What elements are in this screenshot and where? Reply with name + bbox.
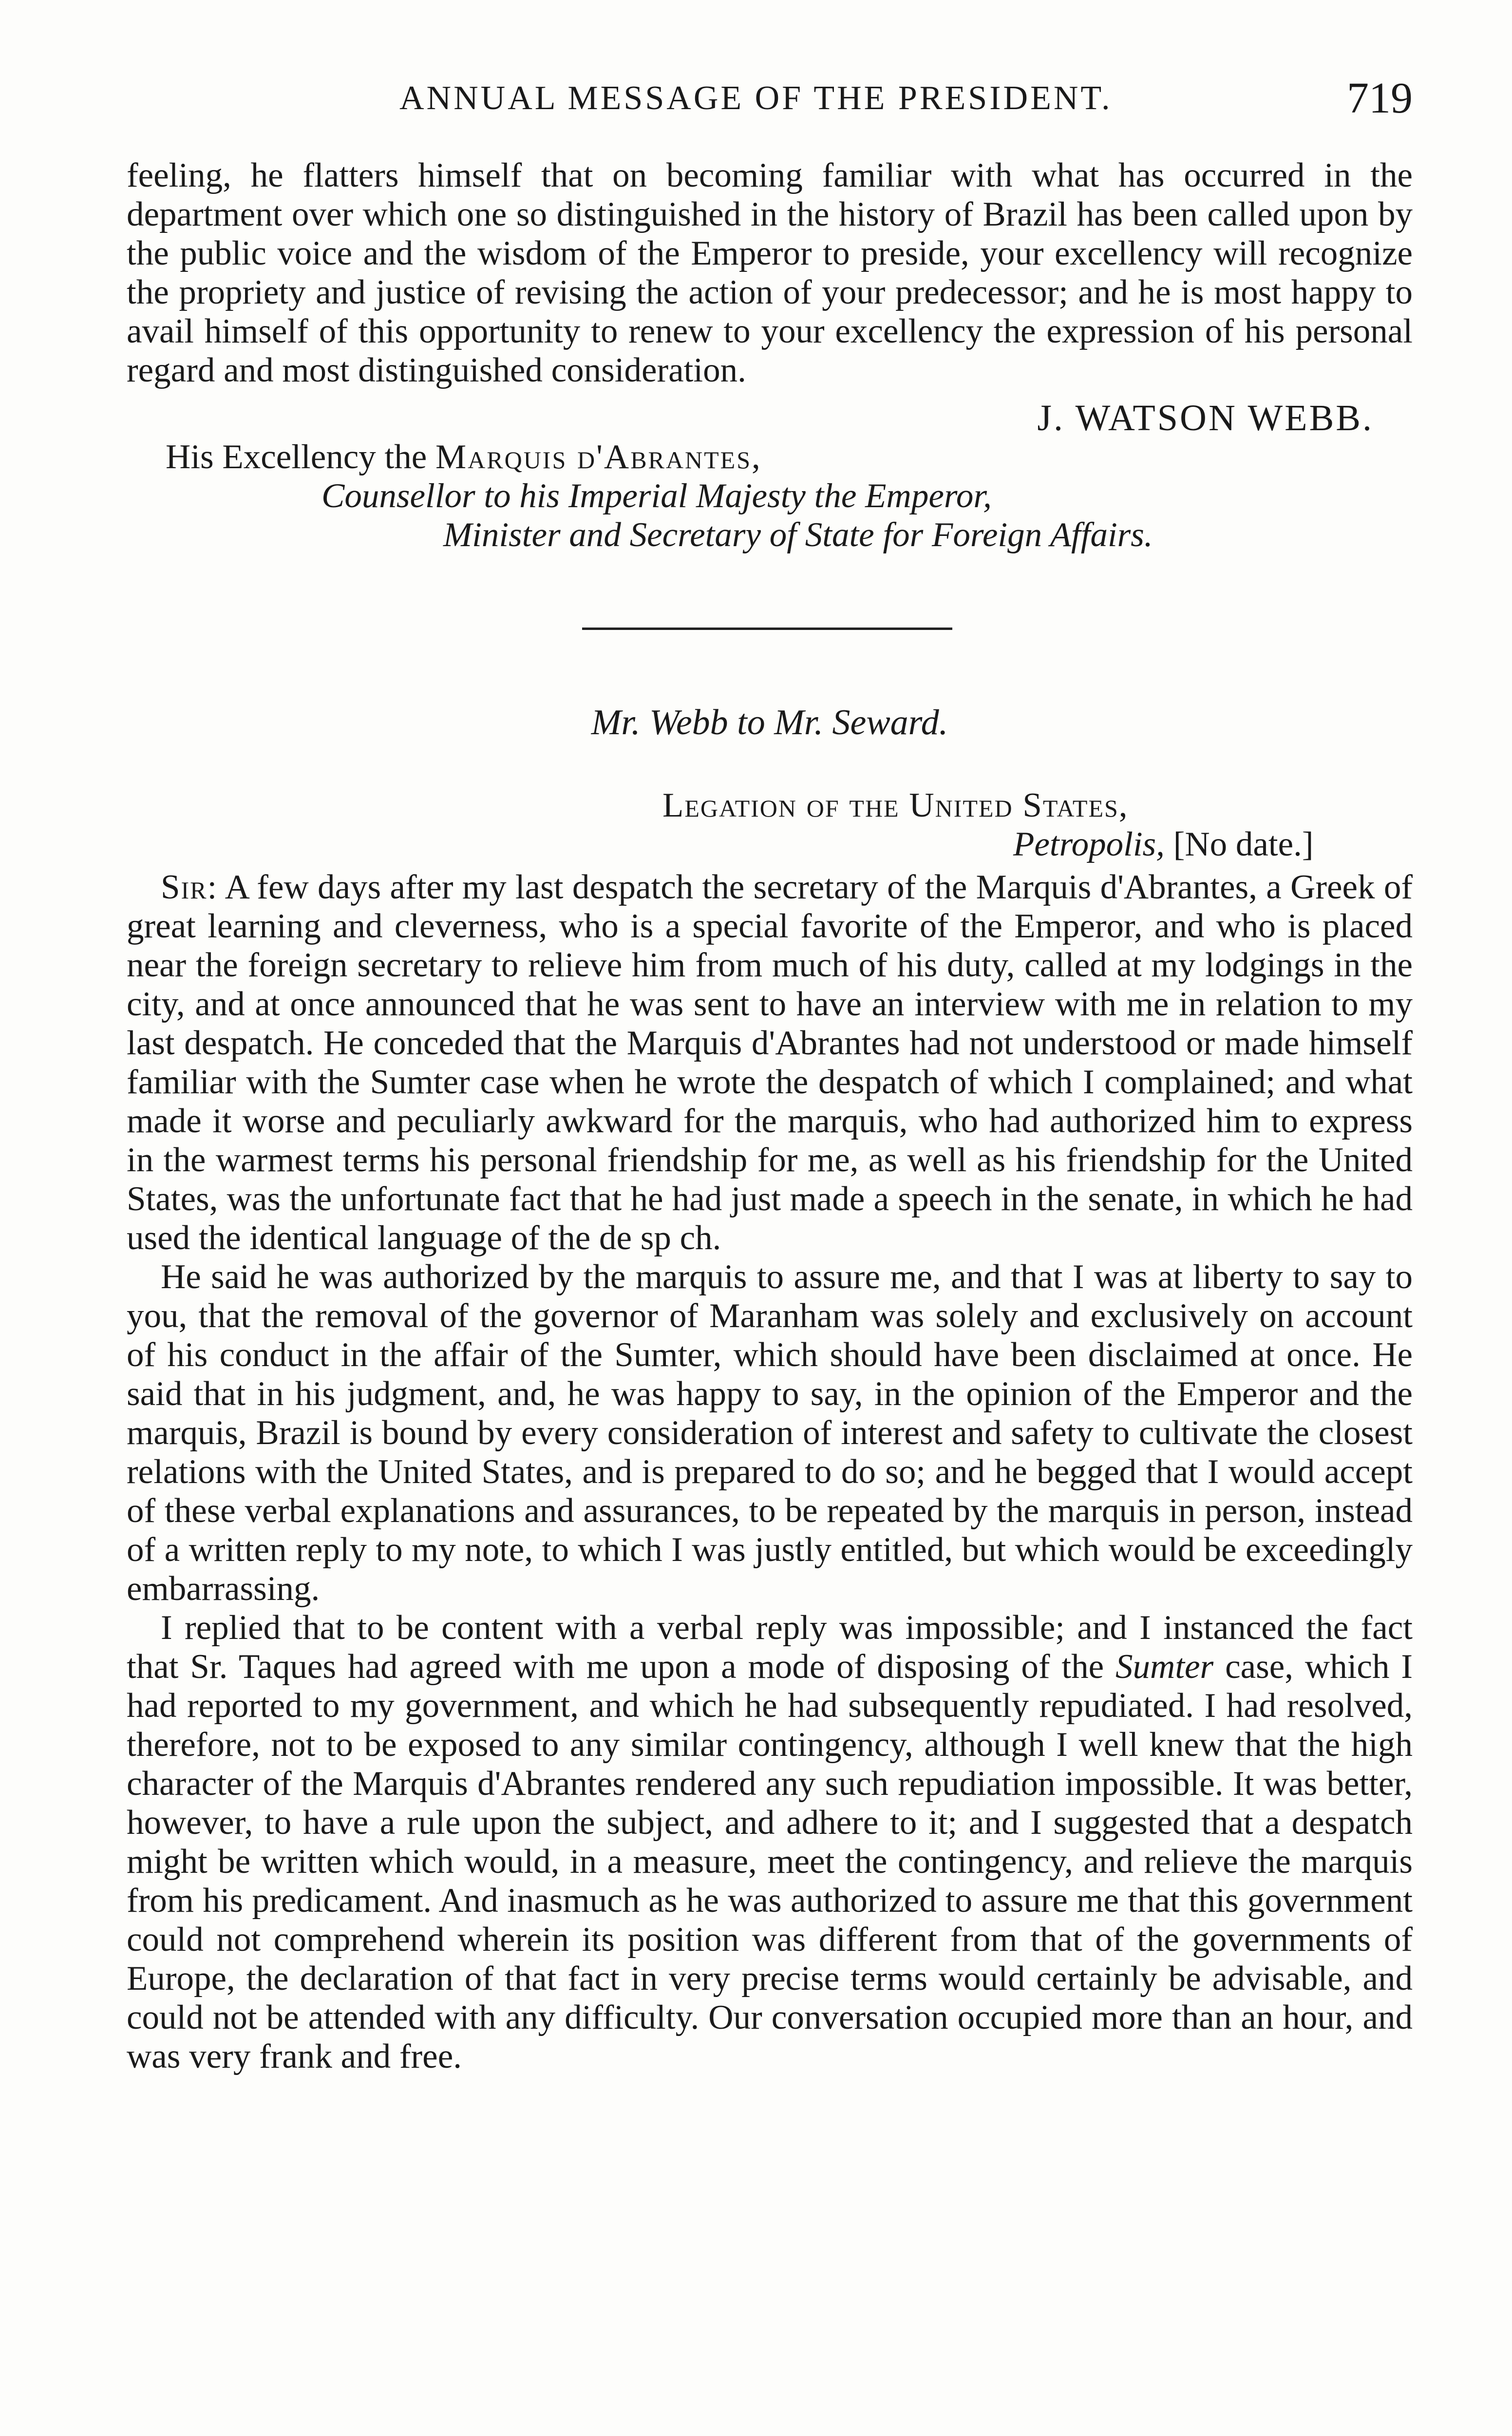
paragraph-3 — [127, 1608, 1413, 2076]
address-line-3: Minister and Secretary of State for Foreign Affairs. — [443, 516, 1153, 554]
section-divider — [582, 628, 952, 630]
letter-title: Mr. Webb to Mr. Seward. — [591, 703, 948, 742]
page-header — [127, 73, 1413, 127]
paragraph-1-text: A few days after my last despatch the secretary of the Marquis d'Abrantes, a Greek of great learning and cleverness, who is a special favorite of the Emperor, and who is placed near the foreign secretary to relieve him from much of his duty, called at my lodgings in the city, and at once announced that he was sent to have an interview with me in relation to my last despatch. He conceded that the Marquis d'Abrantes had not understood or made himself familiar with the Sumter case when he wrote the despatch of which I complained; and what made it worse and peculiarly awkward for the marquis, who had authorized him to express in the warmest terms his personal friendship for me, as well as his friendship for the United States, was the unfortunate fact that he had just made a speech in the senate, in which he had used the identical language of the de sp ch. — [127, 868, 1413, 1257]
place: Petropolis, — [1013, 825, 1165, 863]
closing-paragraph: feeling, he flatters himself that on becoming familiar with what has occurred in the department over which one so distinguished in the history of Brazil has been called upon by the public voice and the wisdom of the Emperor to preside, your excellency will recognize the propriety and justice of revising the action of your predecessor; and he is most happy to avail himself of this opportunity to renew to your excellency the expression of his personal regard and most distinguished consideration. — [127, 156, 1413, 389]
page-number: 719 — [1347, 74, 1413, 122]
address-line-1 — [127, 438, 1413, 476]
page-body — [127, 156, 1413, 2076]
running-head: ANNUAL MESSAGE OF THE PRESIDENT. — [399, 79, 1113, 117]
letter-heading — [127, 786, 1413, 864]
legation-line: Legation of the United States, — [662, 786, 1129, 824]
address-line-2: Counsellor to his Imperial Majesty the Emperor, — [321, 477, 992, 515]
ship-name: Sumter — [1115, 1648, 1214, 1686]
paragraph-1 — [127, 868, 1413, 1257]
paragraph-2: He said he was authorized by the marquis to assure me, and that I was at liberty to say to you, that the removal of the governor of Maranham was solely and exclusively on account of his conduct in the affair of the Sumter, which should have been disclaimed at once. He said that in his judgment, and, he was happy to say, in the opinion of the Emperor and the marquis, Brazil is bound by every consideration of interest and safety to cultivate the closest relations with the United States, and is prepared to do so; and he begged that I would accept of these verbal explanations and assurances, to be repeated by the marquis in person, instead of a written reply to my note, to which I was justly entitled, but which would be exceedingly embarrassing. — [127, 1258, 1413, 1608]
paragraph-3-part-2: case, which I had reported to my government, and which he had subsequently repudiated. I had resolved, therefore, not to be exposed to any similar contingency, although I well knew that the high character of the Marquis d'Abrantes rendered any such repudiation impossible. It was better, however, to have a rule upon the subject, and adhere to it; and I suggested that a despatch might be written which would, in a measure, meet the contingency, and relieve the marquis from his predicament. And inasmuch as he was authorized to assure me that this government could not comprehend wherein its position was different from that of the governments of Europe, the declaration of that fact in very precise terms would certainly be advisable, and could not be attended with any difficulty. Our conversation occupied more than an hour, and was very frank and free. — [127, 1648, 1413, 2075]
place-date-line — [127, 825, 1413, 864]
date: [No date.] — [1173, 825, 1314, 863]
recipient-address — [127, 438, 1413, 554]
paragraph-3-part-1: I replied that to be content with a verbal reply was impossible; and I instanced the fact that Sr. Taques had agreed with me upon a mode of disposing of the — [127, 1609, 1413, 1686]
addressee-name: Marquis d'Abrantes, — [435, 438, 762, 476]
signature: J. WATSON WEBB. — [1037, 398, 1374, 438]
address-prefix: His Excellency the — [166, 438, 427, 476]
salutation: Sir: — [161, 868, 218, 906]
